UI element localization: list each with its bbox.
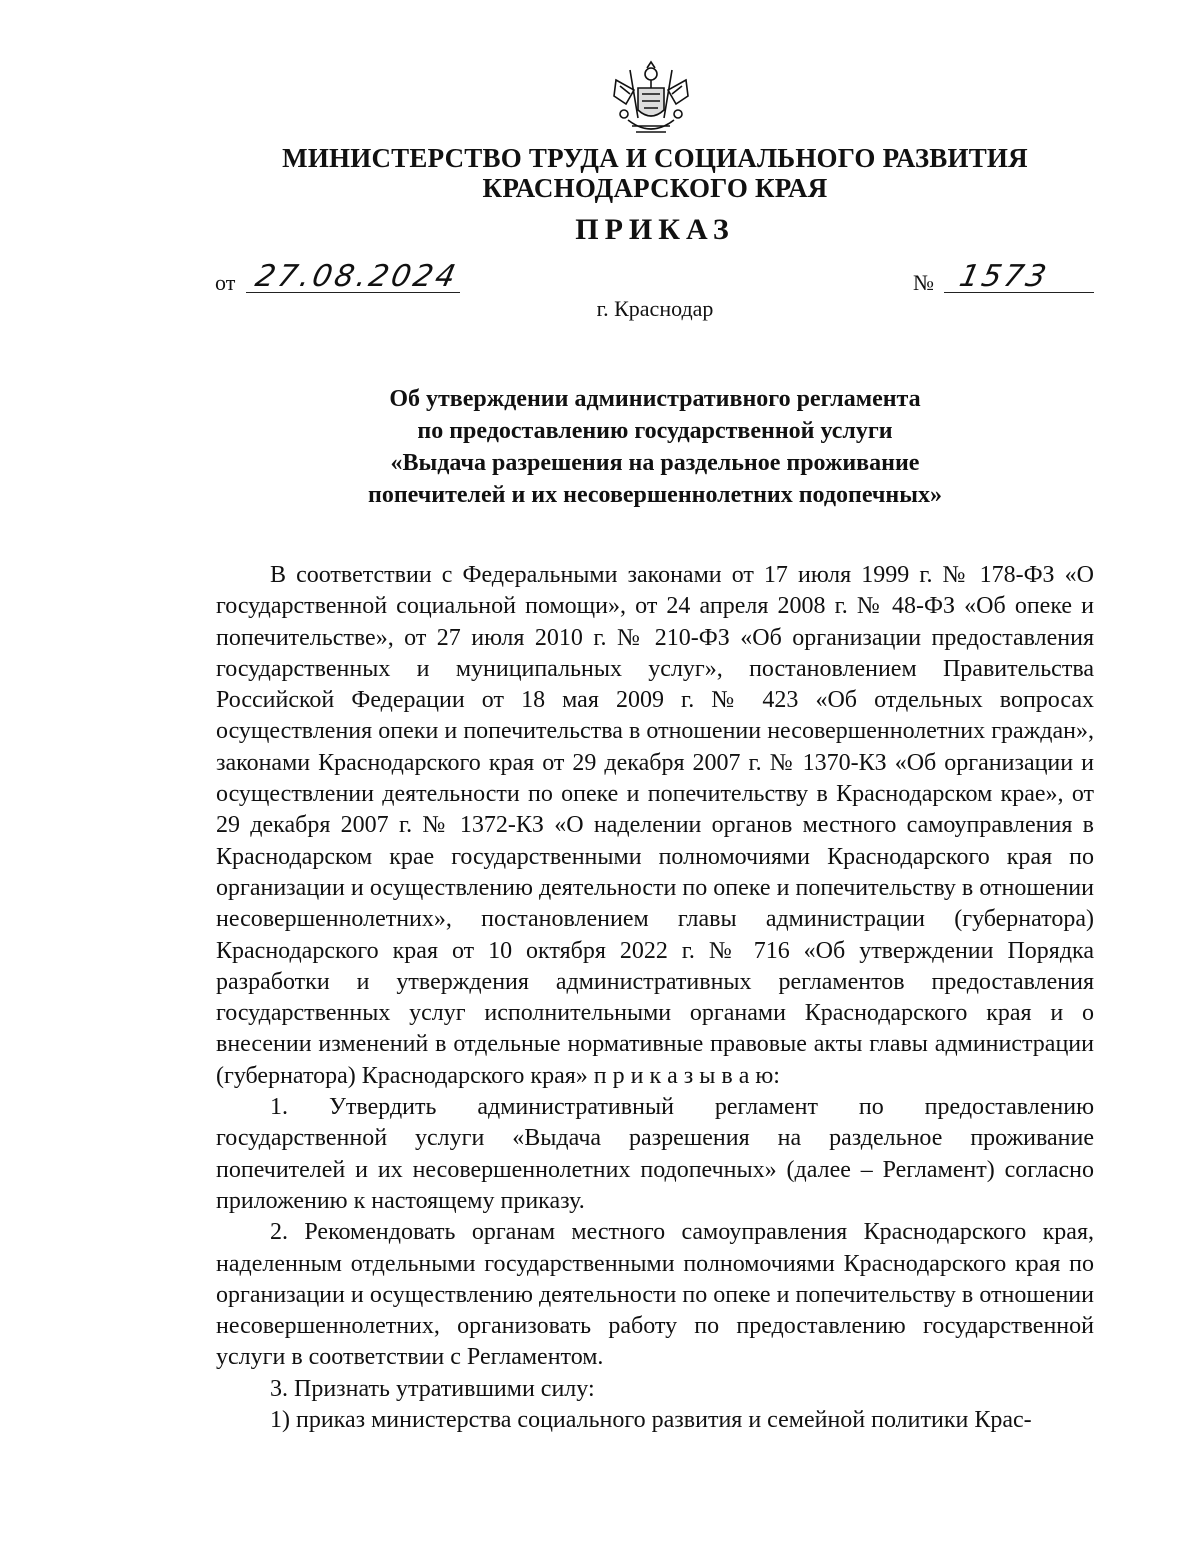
title-line: по предоставлению государственной услуги (417, 418, 893, 444)
clause-2: 2. Рекомендовать органам местного самоуправления Краснодарского края, наделенным отдельными государственными полномочиями Краснодарского края по организации и осуществлению деятельности по опеке и попечительству в отношении несовершеннолетних, организовать работу по предоставлению государственной услуги в соответствии с Регламентом. (216, 1219, 1094, 1371)
title-line: «Выдача разрешения на раздельное проживание (390, 450, 920, 476)
title-line: Об утверждении административного регламента (389, 386, 921, 412)
clause-3-item-1: 1) приказ министерства социального развития и семейной политики Крас- (270, 1407, 1032, 1434)
ministry-name-line2: КРАСНОДАРСКОГО КРАЯ (482, 173, 828, 203)
coat-of-arms-icon (608, 60, 694, 144)
city: г. Краснодар (596, 296, 714, 321)
handwritten-number: 1573 (956, 259, 1053, 294)
clause-3: 3. Признать утратившими силу: (270, 1375, 595, 1402)
number-label: № (913, 270, 934, 295)
order-body (216, 560, 1094, 1436)
handwritten-date: 27.08.2024 (252, 259, 462, 294)
ministry-name-line1: МИНИСТЕРСТВО ТРУДА И СОЦИАЛЬНОГО РАЗВИТИЯ (282, 143, 1028, 173)
date-label: от (215, 270, 236, 295)
title-line: попечителей и их несовершеннолетних подопечных» (368, 482, 942, 508)
document-type-heading: ПРИКАЗ (575, 213, 735, 246)
preamble-paragraph: В соответствии с Федеральными законами от 17 июля 1999 г. № 178-ФЗ «О государственной социальной помощи», от 24 апреля 2008 г. № 48-ФЗ «Об опеке и попечительстве», от 27 июля 2010 г. № 210-ФЗ «Об организации предоставления государственных и муниципальных услуг», постановлением Правительства Российской Федерации от 18 мая 2009 г. № 423 «Об отдельных вопросах осуществления опеки и попечительства в отношении несовершеннолетних граждан», законами Краснодарского края от 29 декабря 2007 г. № 1370-КЗ «Об организации и осуществлении деятельности по опеке и попечительству в Краснодарском крае», от 29 декабря 2007 г. № 1372-КЗ «О наделении органов местного самоуправления в Краснодарском крае государственными полномочиями Краснодарского края по организации и осуществлению деятельности по опеке и попечительству в отношении несовершеннолетних», постановлением главы администрации (губернатора) Краснодарского края от 10 октября 2022 г. № 716 «Об утверждении Порядка разработки и утверждения административных регламентов предоставления государственных услуг исполнительными органами Краснодарского края и о внесении изменений в отдельные нормативные правовые акты главы администрации (губернатора) Краснодарского края» п р и к а з ы в а ю: (216, 562, 1094, 1089)
order-title (300, 383, 1010, 511)
clause-1: 1. Утвердить административный регламент по предоставлению государственной услуги «Выдача разрешения на раздельное проживание попечителей и их несовершеннолетних подопечных» (далее – Регламент) согласно приложению к настоящему приказу. (216, 1094, 1094, 1214)
